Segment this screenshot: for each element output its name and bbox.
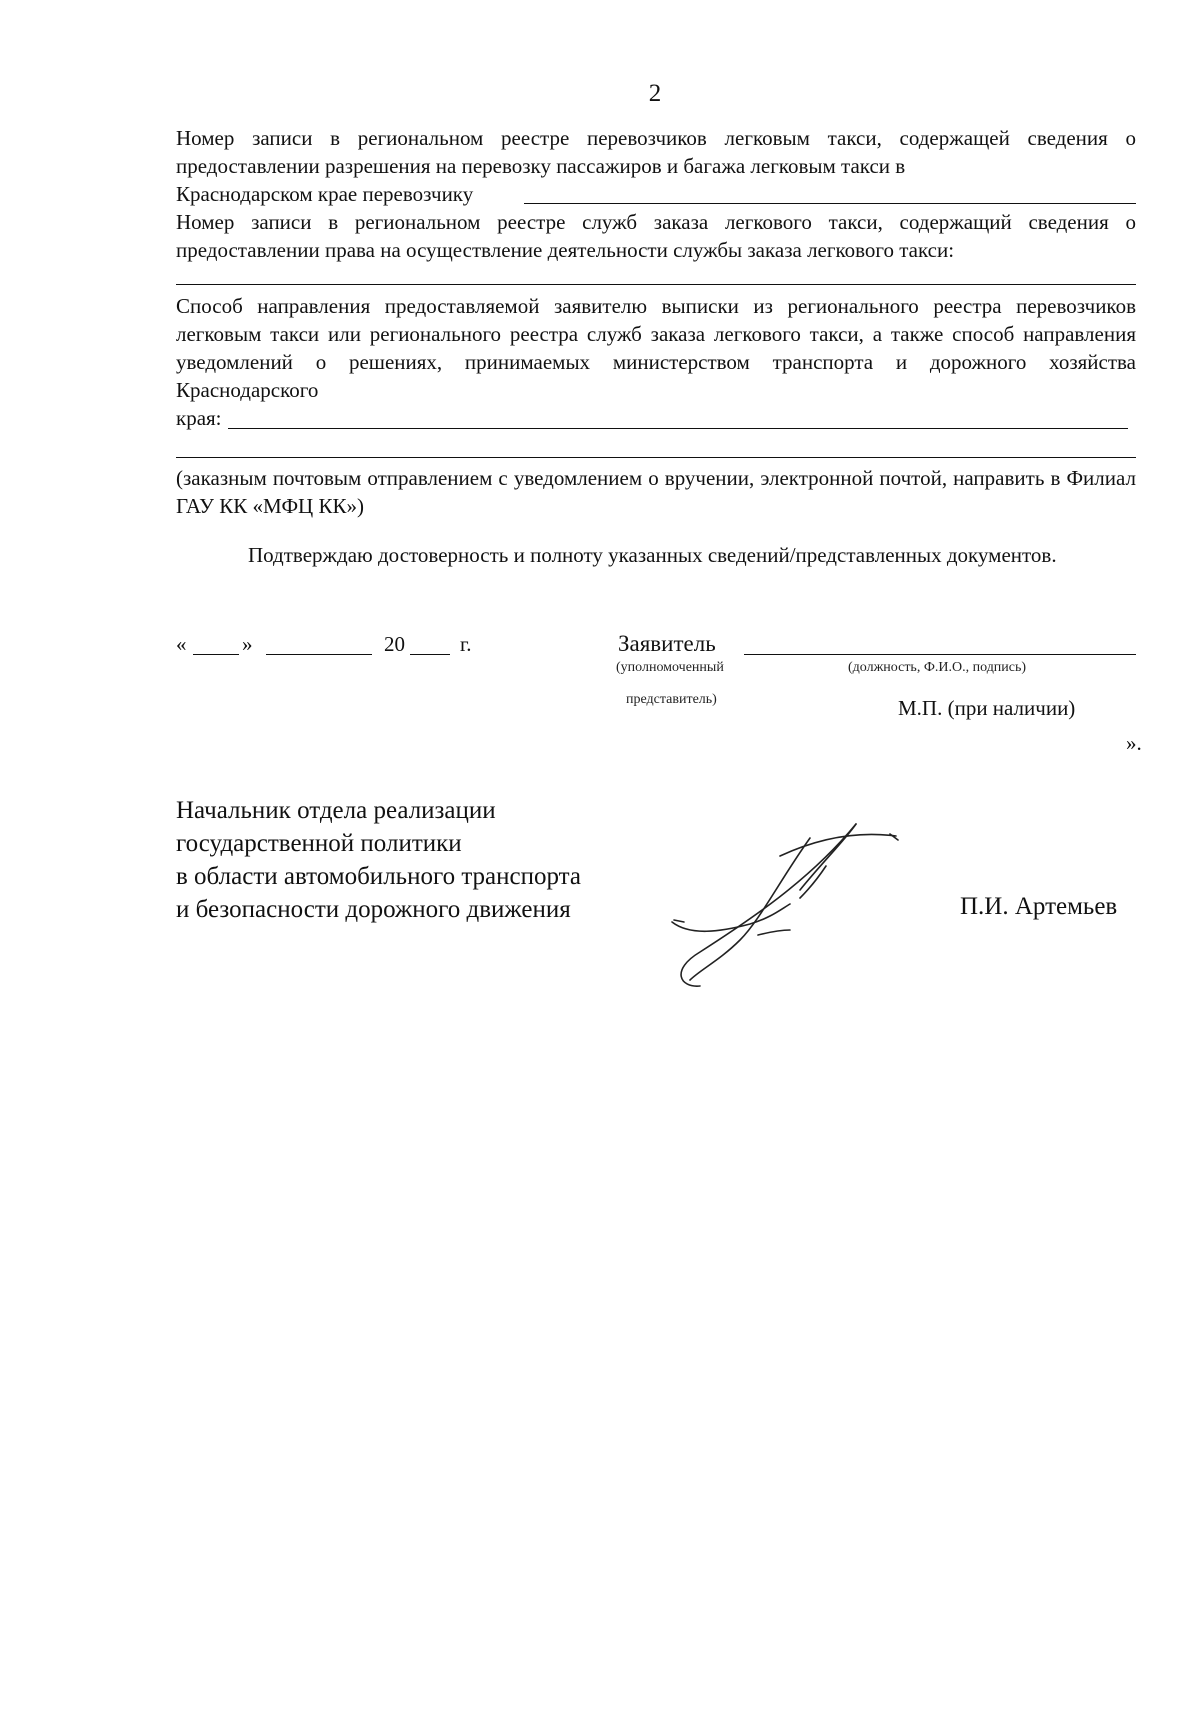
dispatch-service-paragraph: Номер записи в региональном реестре служб заказа легкового такси, содержащий сведения о предоставлении права на осуществление деятельности службы заказа легкового такси:: [176, 210, 1136, 262]
page-number: 2: [648, 80, 662, 107]
end-quote: ».: [1126, 731, 1142, 755]
signatory-name: П.И. Артемьев: [960, 893, 1118, 920]
signatory-position-line: и безопасности дорожного движения: [176, 896, 571, 923]
date-close-quote: »: [242, 632, 253, 656]
confirmation-statement: Подтверждаю достоверность и полноту указанных сведений/представленных документов.: [248, 543, 1057, 567]
date-year-suffix: г.: [460, 632, 472, 656]
date-month-field[interactable]: [266, 654, 372, 655]
applicant-caption-right: (должность, Ф.И.О., подпись): [848, 660, 1027, 675]
delivery-method-field-1[interactable]: [228, 428, 1128, 429]
carrier-label: Краснодарском крае перевозчику: [176, 182, 474, 206]
signatory-position-line: государственной политики: [176, 830, 462, 857]
date-day-field[interactable]: [193, 654, 239, 655]
delivery-note: (заказным почтовым отправлением с уведомлением о вручении, электронной почтой, направить в Филиал ГАУ КК «МФЦ КК»): [176, 466, 1136, 518]
signatory-position-line: в области автомобильного транспорта: [176, 863, 582, 890]
carrier-record-field[interactable]: [524, 203, 1136, 204]
delivery-method-field-2[interactable]: [176, 457, 1136, 458]
date-year-field[interactable]: [410, 654, 450, 655]
applicant-label: Заявитель: [618, 631, 716, 656]
date-open-quote: «: [176, 632, 187, 656]
region-label: края:: [176, 406, 222, 430]
applicant-caption-left-1: (уполномоченный: [616, 660, 724, 675]
signatory-position: [176, 794, 581, 926]
delivery-method-paragraph: Способ направления предоставляемой заявителю выписки из регионального реестра перевозчиков легковым такси или регионального реестра служб заказа легкового такси, а также способ направления уведомлений о решениях, принимаемых министерством транспорта и дорожного хозяйства Краснодарского: [176, 294, 1136, 402]
seal-note: М.П. (при наличии): [898, 696, 1076, 720]
registry-record-paragraph: Номер записи в региональном реестре перевозчиков легковым такси, содержащей сведения о предоставлении разрешения на перевозку пассажиров и багажа легковым такси в: [176, 126, 1136, 178]
signatory-position-line: Начальник отдела реализации: [176, 797, 496, 824]
handwritten-signature: [660, 820, 910, 1000]
applicant-caption-left-2: представитель): [626, 692, 717, 707]
dispatch-record-field[interactable]: [176, 284, 1136, 285]
applicant-signature-field[interactable]: [744, 654, 1136, 655]
date-year-prefix: 20: [384, 632, 405, 656]
